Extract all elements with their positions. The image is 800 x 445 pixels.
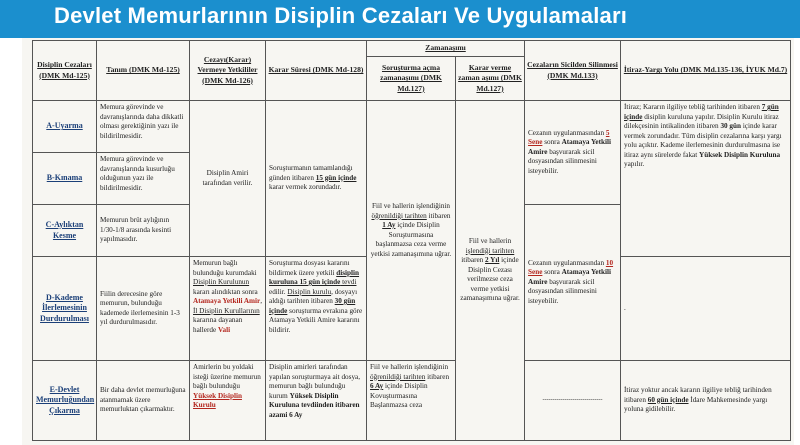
tanim-uyarma: Memura görevinde ve davranışlarında daha dikkatli olması gerektiğinin yazı ile bildirilmesidir. — [97, 101, 190, 153]
header-itiraz: İtiraz-Yargı Yolu (DMK Md.135-136, İYUK Md.7) — [621, 41, 791, 101]
row-label-kinama: B-Kınama — [33, 153, 97, 205]
yetkili-abc: Disiplin Amiri tarafından verilir. — [190, 101, 266, 257]
row-label-memurluktan-cikarma: E-Devlet Memurluğundan Çıkarma — [33, 361, 97, 441]
page-title: Devlet Memurlarının Disiplin Cezaları Ve Uygulamaları — [54, 3, 628, 28]
header-sicilden-silinmesi: Cezaların Sicilden Silinmesi (DMK Md.133) — [525, 41, 621, 101]
sicil-silinmesi-cd: Cezanın uygulanmasından 10 Sene sonra Atamaya Yetkili Amire başvurarak sicil dosyasından silinmesini isteyebilir. — [525, 205, 621, 361]
header-tanim: Tanım (DMK Md-125) — [97, 41, 190, 101]
karar-suresi-e: Disiplin amirleri tarafından yapılan soruşturmaya ait dosya, memurun bağlı bulunduğu kurum Yüksek Disiplin Kuruluna tevdiinden itibaren azami 6 Ay — [266, 361, 367, 441]
itiraz-abcd: İtiraz; Kararın ilgiliye tebliğ tarihinden itibaren 7 gün içinde disiplin kuruluna yapılır. Disiplin Kurulu itiraz dilekçesinin intikalinden itibaren 30 gün içinde karar vermek zorundadır. Tüm disiplin cezalarına karşı yargı yolu açıktır. Kademe ilerlemesinin durdurulmasına ise itiraz aynı sürelerde fakat Yüksek Disiplin Kuruluna yapılır. — [621, 101, 791, 257]
tanim-kademe-durdurma: Fiilin derecesine göre memurun, bulunduğu kademede ilerlemesinin 1-3 yıl durdurulmasıdır. — [97, 257, 190, 361]
yetkili-d: Memurun bağlı bulunduğu kurumdaki Disiplin Kurulunun kararı alındıktan sonra Atamaya Yetkili Amir, İl Disiplin Kurullarının kararına dayanan hallerde Vali — [190, 257, 266, 361]
sicil-silinmesi-ab: Cezanın uygulanmasından 5 Sene sonra Atamaya Yetkili Amire başvurarak sicil dosyasından silinmesini isteyebilir. — [525, 101, 621, 205]
tanim-memurluktan-cikarma: Bir daha devlet memurluğuna atanmamak üzere memurluktan çıkarmaktır. — [97, 361, 190, 441]
title-banner — [0, 0, 800, 38]
row-label-kademe-durdurma: D-Kademe İlerlemesinin Durdurulması — [33, 257, 97, 361]
penalties-table — [32, 40, 791, 441]
header-karar-suresi: Karar Süresi (DMK Md-128) — [266, 41, 367, 101]
yetkili-e: Amirlerin bu yoldaki isteği üzerine memurun bağlı bulunduğu Yüksek Disiplin Kurulu — [190, 361, 266, 441]
karar-suresi-d: Soruşturma dosyası kararını bildirmek üzere yetkili disiplin kuruluna 15 gün içinde tevdi edilir. Disiplin kurulu, dosyayı aldığı tarihten itibaren 30 gün içinde soruşturma evrakına göre Atamaya Yetkili Amire kararını bildirir. — [266, 257, 367, 361]
tanim-ayliktan-kesme: Memurun brüt aylığının 1/30-1/8 arasında kesinti yapılmasıdır. — [97, 205, 190, 257]
tanim-kinama: Memura görevinde ve davranışlarında kusurluğu olduğunun yazı ile bildirilmesidir. — [97, 153, 190, 205]
sorusturma-acma-e: Fiil ve hallerin işlendiğinin öğrenildiği tarihten itibaren 6 Ay içinde Disiplin Kovuşturmasına Başlanmazsa ceza — [367, 361, 456, 441]
document-scan — [22, 38, 794, 445]
row-label-uyarma: A-Uyarma — [33, 101, 97, 153]
header-zamanasimi: Zamanaşımı — [367, 41, 525, 57]
karar-suresi-abc: Soruşturmanın tamamlandığı günden itibaren 15 gün içinde karar vermek zorundadır. — [266, 101, 367, 257]
sicil-silinmesi-e: ------------------------------ — [525, 361, 621, 441]
header-cezalar: Disiplin Cezaları (DMK Md-125) — [33, 41, 97, 101]
sorusturma-acma-abcd: Fiil ve hallerin işlendiğinin öğrenildiği tarihten itibaren 1 Ay içinde Disiplin Soruşturmasına başlanmazsa ceza verme yetkisi zamanaşımına uğrar. — [367, 101, 456, 361]
karar-verme-zamanasimi: Fiil ve hallerin işlendiği tarihten itibaren 2 Yıl içinde Disiplin Cezası verilmezse ceza verme yetkisi zamanaşımına uğrar. — [456, 101, 525, 441]
itiraz-dot: . — [621, 257, 791, 361]
header-karar-verme: Karar verme zaman aşımı (DMK Md.127) — [456, 57, 525, 101]
itiraz-e: İtiraz yoktur ancak kararın ilgiliye tebliğ tarihinden itibaren 60 gün içinde İdare Mahkemesinde yargı yoluna gidilebilir. — [621, 361, 791, 441]
header-sorusturma-acma: Soruşturma açma zamanaşımı (DMK Md.127) — [367, 57, 456, 101]
row-label-ayliktan-kesme: C-Aylıktan Kesme — [33, 205, 97, 257]
header-vermeye-yetkili: Cezayı(Karar) Vermeye Yetkililer (DMK Md-126) — [190, 41, 266, 101]
